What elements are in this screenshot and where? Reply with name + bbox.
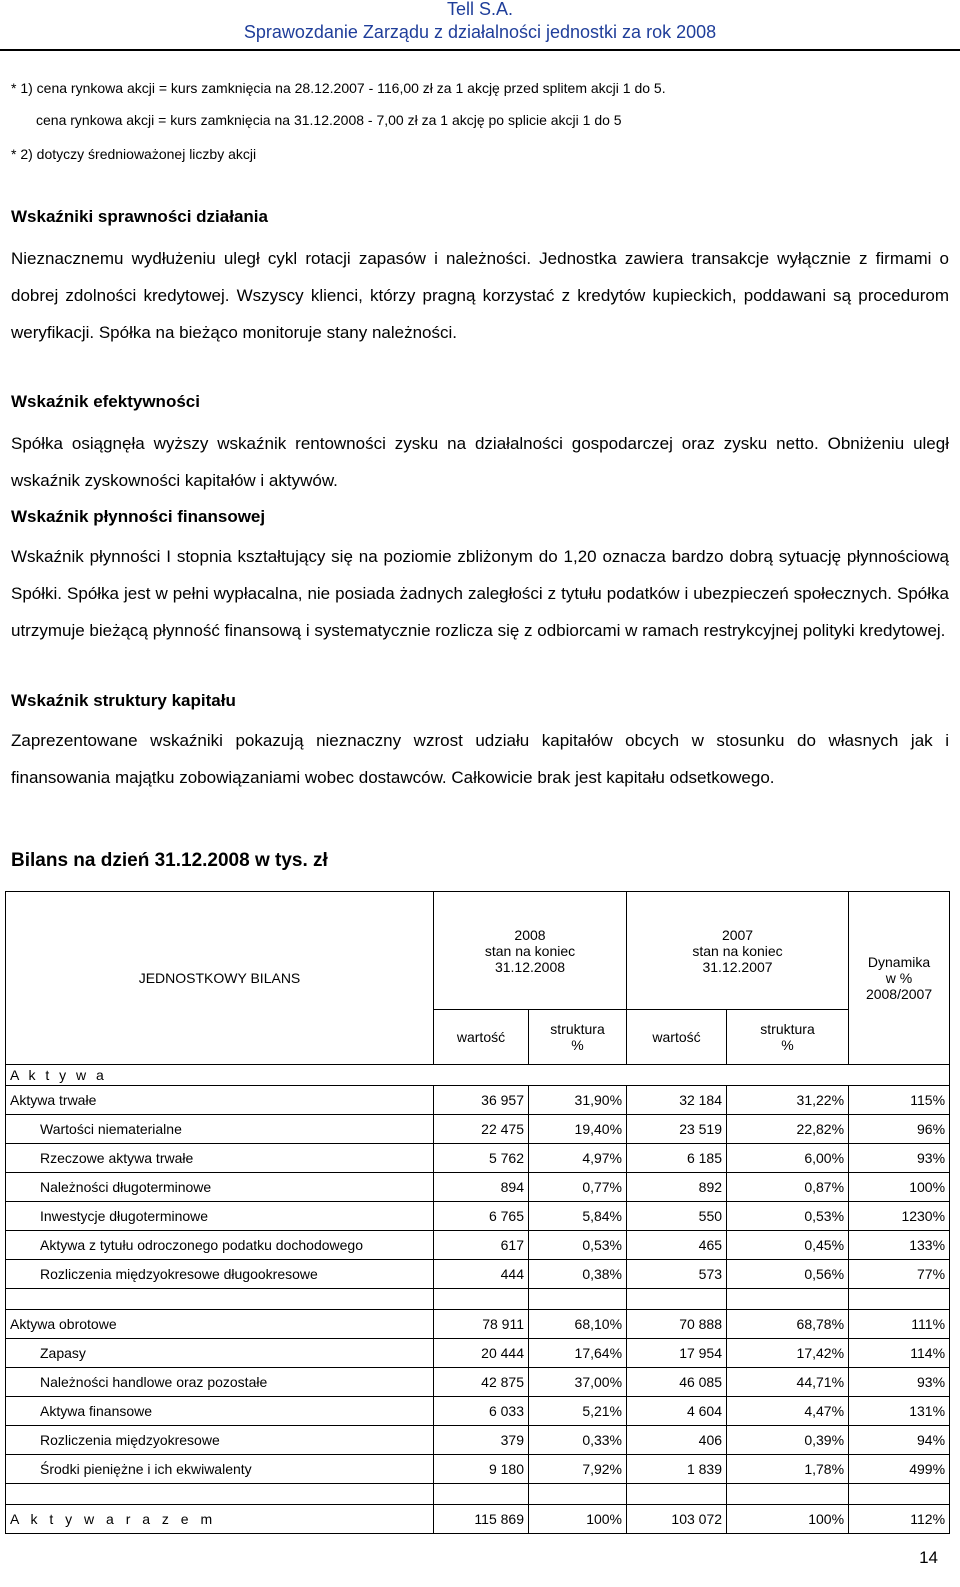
cell-value: 0,39% <box>727 1426 849 1455</box>
cell-value: 6 033 <box>434 1397 529 1426</box>
row-label: Aktywa obrotowe <box>6 1310 434 1339</box>
section-text-efficiency: Nieznacznemu wydłużeniu uległ cykl rotacji zapasów i należności. Jednostka zawiera transakcje wyłącznie z firmami o dobrej zdolności kredytowej. Wszyscy klienci, którzy pragną korzystać z kredytów kupieckich, poddawani są procedurom weryfikacji. Spółka na bieżąco monitoruje stany należności. <box>11 249 949 342</box>
spacer-row <box>6 1484 950 1505</box>
cell-value: 22 475 <box>434 1115 529 1144</box>
cell-value: 46 085 <box>627 1368 727 1397</box>
cell-value: 68,10% <box>529 1310 627 1339</box>
cell-value: 6 765 <box>434 1202 529 1231</box>
section-text-capital-structure: Zaprezentowane wskaźniki pokazują nieznaczny wzrost udziału kapitałów obcych w stosunku do własnych jak i finansowania majątku zobowiązaniami wobec dostawców. Całkowicie brak jest kapitału odsetkowego. <box>11 731 949 787</box>
cell-value: 100% <box>727 1505 849 1534</box>
cell-value: 465 <box>627 1231 727 1260</box>
section-label-assets: A k t y w a <box>6 1065 950 1086</box>
header-divider <box>0 49 960 51</box>
cell-value: 31,90% <box>529 1086 627 1115</box>
balance-sheet-table <box>5 891 950 1534</box>
row-label: Środki pieniężne i ich ekwiwalenty <box>6 1455 434 1484</box>
cell-value: 78 911 <box>434 1310 529 1339</box>
table-row <box>6 1173 950 1202</box>
cell-value: 0,38% <box>529 1260 627 1289</box>
spacer-row <box>6 1289 950 1310</box>
cell-value: 0,45% <box>727 1231 849 1260</box>
cell-value: 32 184 <box>627 1086 727 1115</box>
cell-value: 93% <box>849 1144 950 1173</box>
cell-value: 70 888 <box>627 1310 727 1339</box>
table-row <box>6 1202 950 1231</box>
table-row <box>6 1231 950 1260</box>
table-header-2008: 2008 stan na koniec 31.12.2008 <box>434 892 627 1010</box>
cell-value: 5 762 <box>434 1144 529 1173</box>
subheader-structure-2008: struktura % <box>529 1010 627 1065</box>
table-row <box>6 1115 950 1144</box>
cell-value: 37,00% <box>529 1368 627 1397</box>
cell-value: 892 <box>627 1173 727 1202</box>
row-label: Zapasy <box>6 1339 434 1368</box>
table-row <box>6 1368 950 1397</box>
subheader-structure-2007: struktura % <box>727 1010 849 1065</box>
footnote-1: * 1) cena rynkowa akcji = kurs zamknięcia na 28.12.2007 - 116,00 zł za 1 akcję przed splitem akcji 1 do 5. <box>11 80 666 96</box>
cell-value: 550 <box>627 1202 727 1231</box>
footnote-1-continued: cena rynkowa akcji = kurs zamknięcia na 31.12.2008 - 7,00 zł za 1 akcję po splicie akcji 1 do 5 <box>36 112 622 128</box>
cell-value: 0,53% <box>529 1231 627 1260</box>
cell-value: 7,92% <box>529 1455 627 1484</box>
cell-value: 4 604 <box>627 1397 727 1426</box>
table-row <box>6 1397 950 1426</box>
cell-value: 9 180 <box>434 1455 529 1484</box>
table-header-title: JEDNOSTKOWY BILANS <box>6 892 434 1065</box>
section-heading-efficiency: Wskaźniki sprawności działania <box>11 207 268 226</box>
cell-value: 31,22% <box>727 1086 849 1115</box>
cell-value: 23 519 <box>627 1115 727 1144</box>
cell-value: 114% <box>849 1339 950 1368</box>
section-text-liquidity: Wskaźnik płynności I stopnia kształtujący się na poziomie zbliżonym do 1,20 oznacza bardzo dobrą sytuację płynnościową Spółki. Spółka jest w pełni wypłacalna, nie posiada żadnych zaległości z tytułu podatków i ubezpieczeń społecznych. Spółka utrzymuje bieżącą płynność finansową i systematycznie rozlicza się z odbiorcami w ramach restrykcyjnej polityki kredytowej. <box>11 547 949 640</box>
cell-value: 42 875 <box>434 1368 529 1397</box>
group-row <box>6 1310 950 1339</box>
section-heading-effectiveness: Wskaźnik efektywności <box>11 392 200 411</box>
table-row <box>6 1144 950 1173</box>
balance-sheet-heading: Bilans na dzień 31.12.2008 w tys. zł <box>11 850 328 871</box>
cell-value: 1230% <box>849 1202 950 1231</box>
cell-value: 406 <box>627 1426 727 1455</box>
cell-value: 0,56% <box>727 1260 849 1289</box>
row-label: Aktywa trwałe <box>6 1086 434 1115</box>
cell-value: 1 839 <box>627 1455 727 1484</box>
table-row <box>6 1455 950 1484</box>
cell-value: 94% <box>849 1426 950 1455</box>
cell-value: 77% <box>849 1260 950 1289</box>
cell-value: 133% <box>849 1231 950 1260</box>
cell-value: 379 <box>434 1426 529 1455</box>
cell-value: 44,71% <box>727 1368 849 1397</box>
cell-value: 5,84% <box>529 1202 627 1231</box>
subheader-value-2007: wartość <box>627 1010 727 1065</box>
cell-value: 115% <box>849 1086 950 1115</box>
cell-value: 0,53% <box>727 1202 849 1231</box>
cell-value: 111% <box>849 1310 950 1339</box>
page-number: 14 <box>919 1548 938 1567</box>
cell-value: 36 957 <box>434 1086 529 1115</box>
cell-value: 103 072 <box>627 1505 727 1534</box>
cell-value: 22,82% <box>727 1115 849 1144</box>
row-label: Inwestycje długoterminowe <box>6 1202 434 1231</box>
cell-value: 0,87% <box>727 1173 849 1202</box>
group-row <box>6 1086 950 1115</box>
row-label: Rozliczenia międzyokresowe <box>6 1426 434 1455</box>
cell-value: 6 185 <box>627 1144 727 1173</box>
row-label: Rzeczowe aktywa trwałe <box>6 1144 434 1173</box>
row-label: Wartości niematerialne <box>6 1115 434 1144</box>
section-heading-liquidity: Wskaźnik płynności finansowej <box>11 507 266 526</box>
cell-value: 1,78% <box>727 1455 849 1484</box>
cell-value: 131% <box>849 1397 950 1426</box>
section-text-effectiveness: Spółka osiągnęła wyższy wskaźnik rentowności zysku na działalności gospodarczej oraz zysku netto. Obniżeniu uległ wskaźnik zyskowności kapitałów i aktywów. <box>11 434 949 490</box>
table-row <box>6 1339 950 1368</box>
cell-value: 4,97% <box>529 1144 627 1173</box>
report-title: Sprawozdanie Zarządu z działalności jednostki za rok 2008 <box>243 22 717 42</box>
cell-value: 17,42% <box>727 1339 849 1368</box>
section-heading-capital-structure: Wskaźnik struktury kapitału <box>11 691 236 710</box>
cell-value: 112% <box>849 1505 950 1534</box>
table-row <box>6 1426 950 1455</box>
cell-value: 499% <box>849 1455 950 1484</box>
cell-value: 20 444 <box>434 1339 529 1368</box>
cell-value: 19,40% <box>529 1115 627 1144</box>
cell-value: 0,33% <box>529 1426 627 1455</box>
cell-value: 617 <box>434 1231 529 1260</box>
cell-value: 6,00% <box>727 1144 849 1173</box>
cell-value: 573 <box>627 1260 727 1289</box>
table-row <box>6 1260 950 1289</box>
cell-value: 93% <box>849 1368 950 1397</box>
cell-value: 894 <box>434 1173 529 1202</box>
row-label: Aktywa finansowe <box>6 1397 434 1426</box>
row-label: Należności handlowe oraz pozostałe <box>6 1368 434 1397</box>
cell-value: 444 <box>434 1260 529 1289</box>
cell-value: 115 869 <box>434 1505 529 1534</box>
subheader-value-2008: wartość <box>434 1010 529 1065</box>
table-header-2007: 2007 stan na koniec 31.12.2007 <box>627 892 849 1010</box>
cell-value: 96% <box>849 1115 950 1144</box>
cell-value: 5,21% <box>529 1397 627 1426</box>
cell-value: 4,47% <box>727 1397 849 1426</box>
cell-value: 68,78% <box>727 1310 849 1339</box>
footnote-2: * 2) dotyczy średnioważonej liczby akcji <box>11 146 257 162</box>
cell-value: 17,64% <box>529 1339 627 1368</box>
row-label: Rozliczenia międzyokresowe długookresowe <box>6 1260 434 1289</box>
row-label: A k t y w a r a z e m <box>6 1505 434 1534</box>
row-label: Należności długoterminowe <box>6 1173 434 1202</box>
cell-value: 17 954 <box>627 1339 727 1368</box>
total-row <box>6 1505 950 1534</box>
table-header-dynamics: Dynamika w % 2008/2007 <box>849 892 950 1065</box>
row-label: Aktywa z tytułu odroczonego podatku dochodowego <box>6 1231 434 1260</box>
cell-value: 100% <box>529 1505 627 1534</box>
cell-value: 0,77% <box>529 1173 627 1202</box>
cell-value: 100% <box>849 1173 950 1202</box>
company-name: Tell S.A. <box>446 0 514 19</box>
